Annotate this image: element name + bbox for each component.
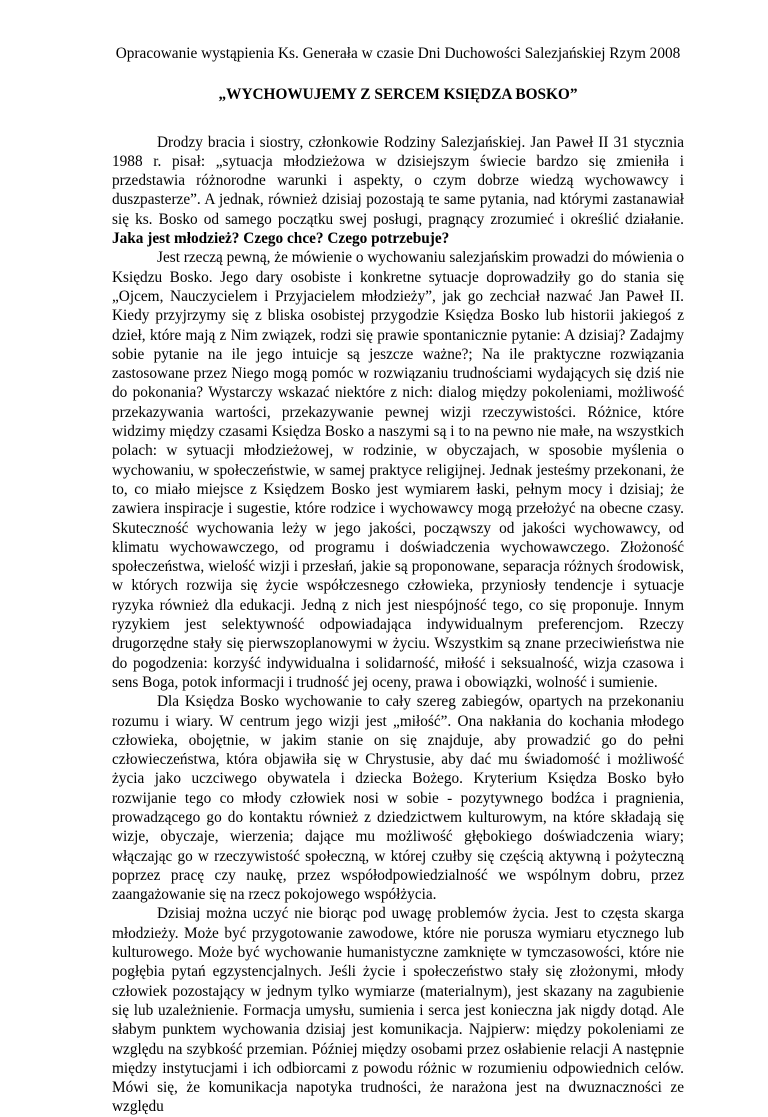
paragraph-4: Dzisiaj można uczyć nie biorąc pod uwagę problemów życia. Jest to częsta skarga młodzieży. Może być przygotowanie zawodowe, które nie porusza wymiaru etycznego lub kulturowego. Może być wychowanie humanistyczne zamknięte w tymczasowości, które nie pogłębia pytań egzystencjalnych. Jeśli życie i społeczeństwo stały się złożonymi, młody człowiek pozostający w jednym tylko wymiarze (materialnym), jest skazany na zagubienie się lub uzależnienie. Formacja umysłu, sumienia i serca jest konieczna jak nigdy dotąd. Ale słabym punktem wychowania dzisiaj jest komunikacja. Najpierw: między pokoleniami ze względu na szybkość przemian. Później między osobami przez osłabienie relacji A następnie między instytucjami i ich odbiorcami z powodu różnic w rozumieniu odpowiednich celów. Mówi się, że komunikacja napotyka trudności, że narażona jest na dwuznaczności ze względu xyxy=(112,905,684,1116)
paragraph-1-text: Drodzy bracia i siostry, członkowie Rodziny Salezjańskiej. Jan Paweł II 31 stycznia 1988 r. pisał: „sytuacja młodzieżowa w dzisiejszym świecie bardzo się zmieniła i przedstawia różnorodne warunki i aspekty, o czym dobrze wiedzą wychowawcy i duszpasterze”. A jednak, również dzisiaj pozostają te same pytania, nad którymi zastanawiał się ks. Bosko od samego początku swej posługi, pragnący zrozumieć i określić działanie. xyxy=(112,133,684,228)
paragraph-3: Dla Księdza Bosko wychowanie to cały szereg zabiegów, opartych na przekonaniu rozumu i wiary. W centrum jego wizji jest „miłość”. Ona nakłania do kochania młodego człowieka, obojętnie, w jakim stanie on się znajduje, aby prowadzić go do pełni człowieczeństwa, która objawiła się w Chrystusie, aby dać mu świadomość i możliwość życia jako uczciwego obywatela i dziecka Bożego. Kryterium Księdza Bosko było rozwijanie tego co młody człowiek nosi w sobie - pozytywnego bodźca i pragnienia, prowadzącego go do kontaktu również z dziedzictwem kulturowym, na które składają się wizje, obyczaje, wierzenia; dające mu możliwość głębokiego doświadczenia wiary; włączając go w rzeczywistość społeczną, w której czułby się częścią aktywną i pożyteczną poprzez pracę czy naukę, przez współodpowiedzialność we wspólnym dobru, przez zaangażowanie się na rzecz pokojowego współżycia. xyxy=(112,693,684,904)
paragraph-1-questions: Jaka jest młodzież? Czego chce? Czego potrzebuje? xyxy=(112,230,450,248)
document-title: „WYCHOWUJEMY Z SERCEM KSIĘDZA BOSKO” xyxy=(218,86,578,104)
document-header: Opracowanie wystąpienia Ks. Generała w czasie Dni Duchowości Salezjańskiej Rzym 2008 xyxy=(115,45,681,62)
paragraph-2: Jest rzeczą pewną, że mówienie o wychowaniu salezjańskim prowadzi do mówienia o Księdzu Bosko. Jego dary osobiste i konkretne sytuacje doprowadziły go do stania się „Ojcem, Nauczycielem i Przyjacielem młodzieży”, jak go zechciał nazwać Jan Paweł II. Kiedy przyjrzymy się z bliska osobistej przygodzie Księdza Bosko lub historii jakiegoś z dzieł, które mają z Nim związek, rodzi się prawie spontanicznie pytanie: A dzisiaj? Zadajmy sobie pytanie na ile jego intuicje są jeszcze ważne?; Na ile praktyczne rozwiązania zastosowane przez Niego mogą pomóc w rozwiązaniu trudnościami wydających się dziś nie do pokonania? Wystarczy wskazać niektóre z nich: dialog między pokoleniami, możliwość przekazywania wartości, przekazywanie pewnej wizji rzeczywistości. Różnice, które widzimy między czasami Księdza Bosko a naszymi są i to na pewno nie małe, na wszystkich polach: w sytuacji młodzieżowej, w rodzinie, w obyczajach, w sposobie myślenia o wychowaniu, w społeczeństwie, w samej praktyce religijnej. Jednak jesteśmy przekonani, że to, co miało miejsce z Księdzem Bosko jest wymiarem łaski, pełnym mocy i dzisiaj; że zawiera inspiracje i sugestie, które rodzice i wychowawcy mogą przełożyć na obecne czasy. Skuteczność wychowania leży w jego jakości, począwszy od jakości wychowawcy, od klimatu wychowawczego, od programu i doświadczenia wychowawczego. Złożoność społeczeństwa, wielość wizji i przesłań, jakie są proponowane, separacja różnych środowisk, w których rozwija się życie współczesnego człowieka, przyniosły tendencje i sytuacje ryzyka również dla edukacji. Jedną z nich jest niespójność tego, co się proponuje. Innym ryzykiem jest selektywność odpowiadająca indywidualnym preferencjom. Rzeczy drugorzędne stały się pierwszoplanowymi w życiu. Wszystkim są znane przeciwieństwa nie do pogodzenia: korzyść indywidualna i solidarność, miłość i seksualność, wizja czasowa i sens Boga, potok informacji i trudność jej oceny, prawa i obowiązki, wolność i sumienie. xyxy=(112,249,684,691)
paragraph-1 xyxy=(112,133,684,249)
